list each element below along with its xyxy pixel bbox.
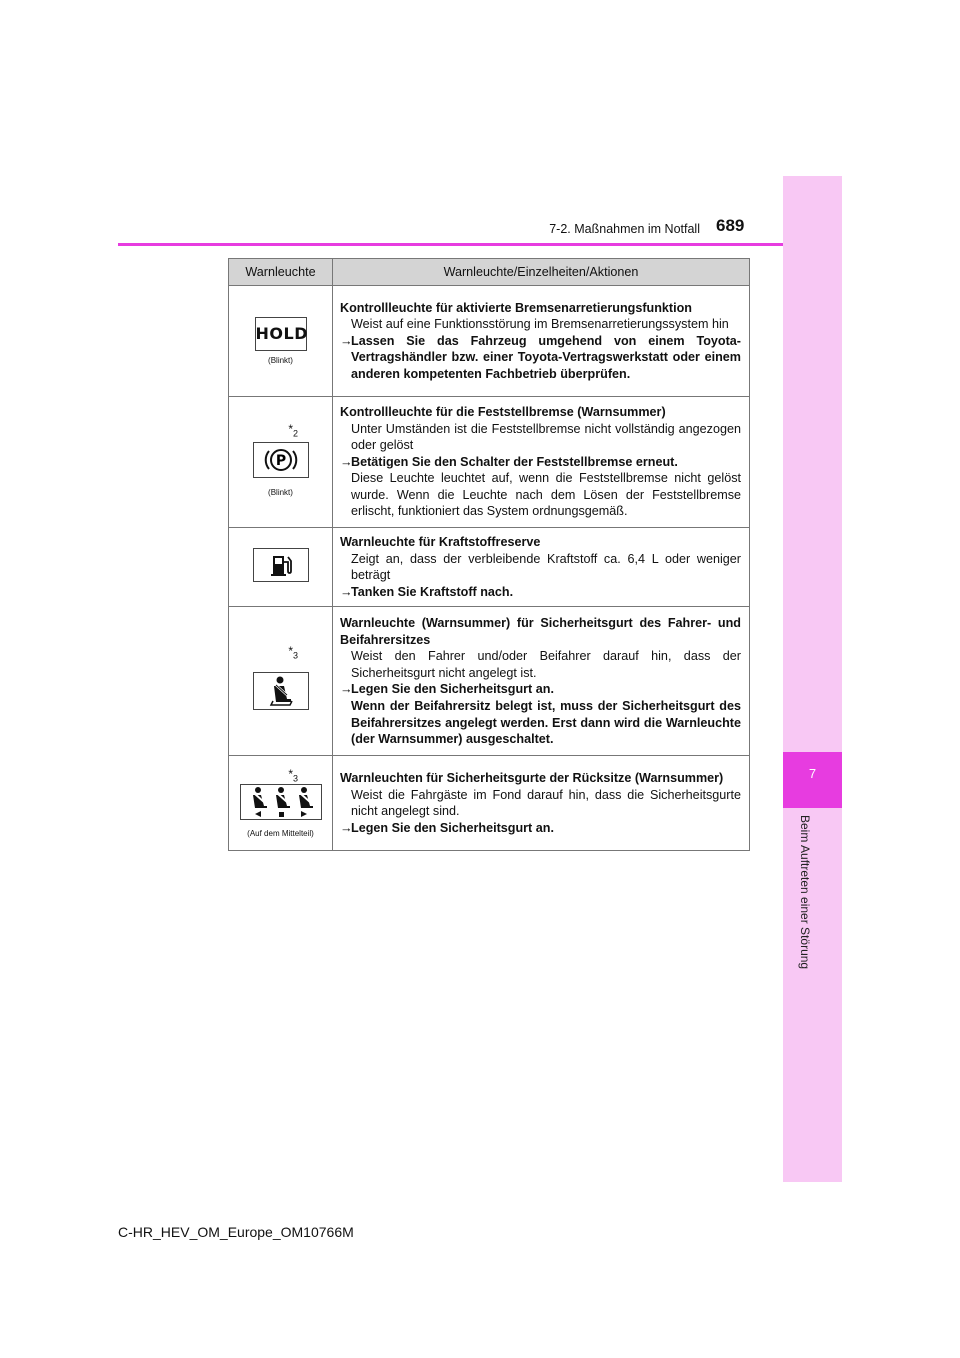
rear-seatbelt-icon bbox=[240, 784, 322, 820]
seatbelt-icon bbox=[253, 672, 309, 710]
footnote-marker: $*_2$ bbox=[288, 422, 298, 439]
row-description: Weist auf eine Funktionsstörung im Bremsenarretierungssystem hin bbox=[351, 317, 729, 332]
chapter-label: Beim Auftreten einer Störung bbox=[798, 815, 812, 970]
row-title: Kontrollleuchte für die Feststellbremse (Warnsummer) bbox=[340, 404, 666, 419]
row-action bbox=[340, 584, 741, 601]
table-header-row bbox=[229, 259, 750, 286]
table-row bbox=[229, 397, 750, 528]
hold-icon-text: HOLD bbox=[255, 323, 308, 343]
row-action-text: Legen Sie den Sicherheitsgurt an. bbox=[351, 820, 554, 835]
row-action-text: Legen Sie den Sicherheitsgurt an. bbox=[351, 682, 554, 697]
icon-caption: (Auf dem Mittelteil) bbox=[247, 829, 314, 839]
icon-cell bbox=[229, 286, 333, 397]
column-header-details: Warnleuchte/Einzelheiten/Aktionen bbox=[333, 259, 750, 286]
icon-cell bbox=[229, 397, 333, 528]
row-extra: Wenn der Beifahrersitz belegt ist, muss der Sicherheitsgurt des Beifahrersitzes angelegt werden. Erst dann wird die Warnleuchte (der Warnsummer) ausgeschaltet. bbox=[351, 698, 741, 747]
row-title: Kontrollleuchte für aktivierte Bremsenarretierungsfunktion bbox=[340, 300, 692, 315]
icon-cell bbox=[229, 756, 333, 851]
text-cell bbox=[333, 397, 750, 528]
row-action bbox=[340, 681, 741, 698]
row-action bbox=[340, 820, 741, 837]
row-action-text: Betätigen Sie den Schalter der Feststellbremse erneut. bbox=[351, 454, 678, 469]
table-row bbox=[229, 607, 750, 756]
header-rule bbox=[118, 243, 783, 246]
table-row bbox=[229, 528, 750, 607]
text-cell bbox=[333, 286, 750, 397]
section-title: 7-2. Maßnahmen im Notfall bbox=[549, 222, 700, 236]
parking-brake-icon bbox=[253, 442, 309, 478]
arrow-icon: → bbox=[340, 584, 353, 599]
text-cell bbox=[333, 528, 750, 607]
page-number: 689 bbox=[716, 216, 745, 235]
row-title: Warnleuchte (Warnsummer) für Sicherheitsgurt des Fahrer- und Beifahrersitzes bbox=[340, 616, 741, 647]
footnote-marker: $*_3$ bbox=[288, 767, 298, 784]
row-description: Unter Umständen ist die Feststellbremse nicht vollständig angezogen oder gelöst bbox=[351, 421, 741, 453]
text-cell bbox=[333, 756, 750, 851]
row-title: Warnleuchte für Kraftstoffreserve bbox=[340, 535, 541, 549]
document-id: C-HR_HEV_OM_Europe_OM10766M bbox=[118, 1224, 354, 1240]
icon-cell bbox=[229, 607, 333, 756]
fuel-pump-icon bbox=[253, 548, 309, 582]
side-tab bbox=[783, 176, 842, 1182]
icon-cell bbox=[229, 528, 333, 607]
icon-caption: (Blinkt) bbox=[268, 355, 293, 365]
chapter-number: 7 bbox=[783, 752, 842, 808]
table-row bbox=[229, 286, 750, 397]
row-action bbox=[340, 454, 741, 471]
row-description: Zeigt an, dass der verbleibende Kraftstoff ca. 6,4 L oder weniger beträgt bbox=[351, 551, 741, 583]
row-action bbox=[340, 333, 741, 383]
arrow-icon: → bbox=[340, 333, 353, 348]
icon-caption: (Blinkt) bbox=[268, 488, 293, 497]
warning-light-table bbox=[228, 258, 750, 851]
row-action-text: Tanken Sie Kraftstoff nach. bbox=[351, 584, 514, 599]
arrow-icon: → bbox=[340, 682, 353, 697]
row-description: Weist die Fahrgäste im Fond darauf hin, dass die Sicherheitsgurte nicht angelegt sind. bbox=[351, 787, 741, 819]
footnote-marker: $*_3$ bbox=[288, 644, 298, 661]
svg-text:P: P bbox=[275, 453, 286, 470]
column-header-light: Warnleuchte bbox=[229, 259, 333, 286]
row-extra: Diese Leuchte leuchtet auf, wenn die Feststellbremse nicht gelöst wurde. Wenn die Leuchte nach dem Lösen der Feststellbremse erlischt, funktioniert das System ordnungsgemäß. bbox=[351, 471, 741, 519]
row-title: Warnleuchten für Sicherheitsgurte der Rücksitze (Warnsummer) bbox=[340, 771, 724, 786]
text-cell bbox=[333, 607, 750, 756]
row-description: Weist den Fahrer und/oder Beifahrer darauf hin, dass der Sicherheitsgurt nicht angelegt ist. bbox=[351, 649, 741, 680]
arrow-icon: → bbox=[340, 454, 353, 469]
hold-icon bbox=[255, 317, 307, 351]
table-row bbox=[229, 756, 750, 851]
arrow-icon: → bbox=[340, 820, 353, 835]
row-action-text: Lassen Sie das Fahrzeug umgehend von einem Toyota-Vertragshändler bzw. einer Toyota-Vertragswerkstatt oder einem anderen kompetenten Fachbetrieb überprüfen. bbox=[351, 333, 741, 381]
